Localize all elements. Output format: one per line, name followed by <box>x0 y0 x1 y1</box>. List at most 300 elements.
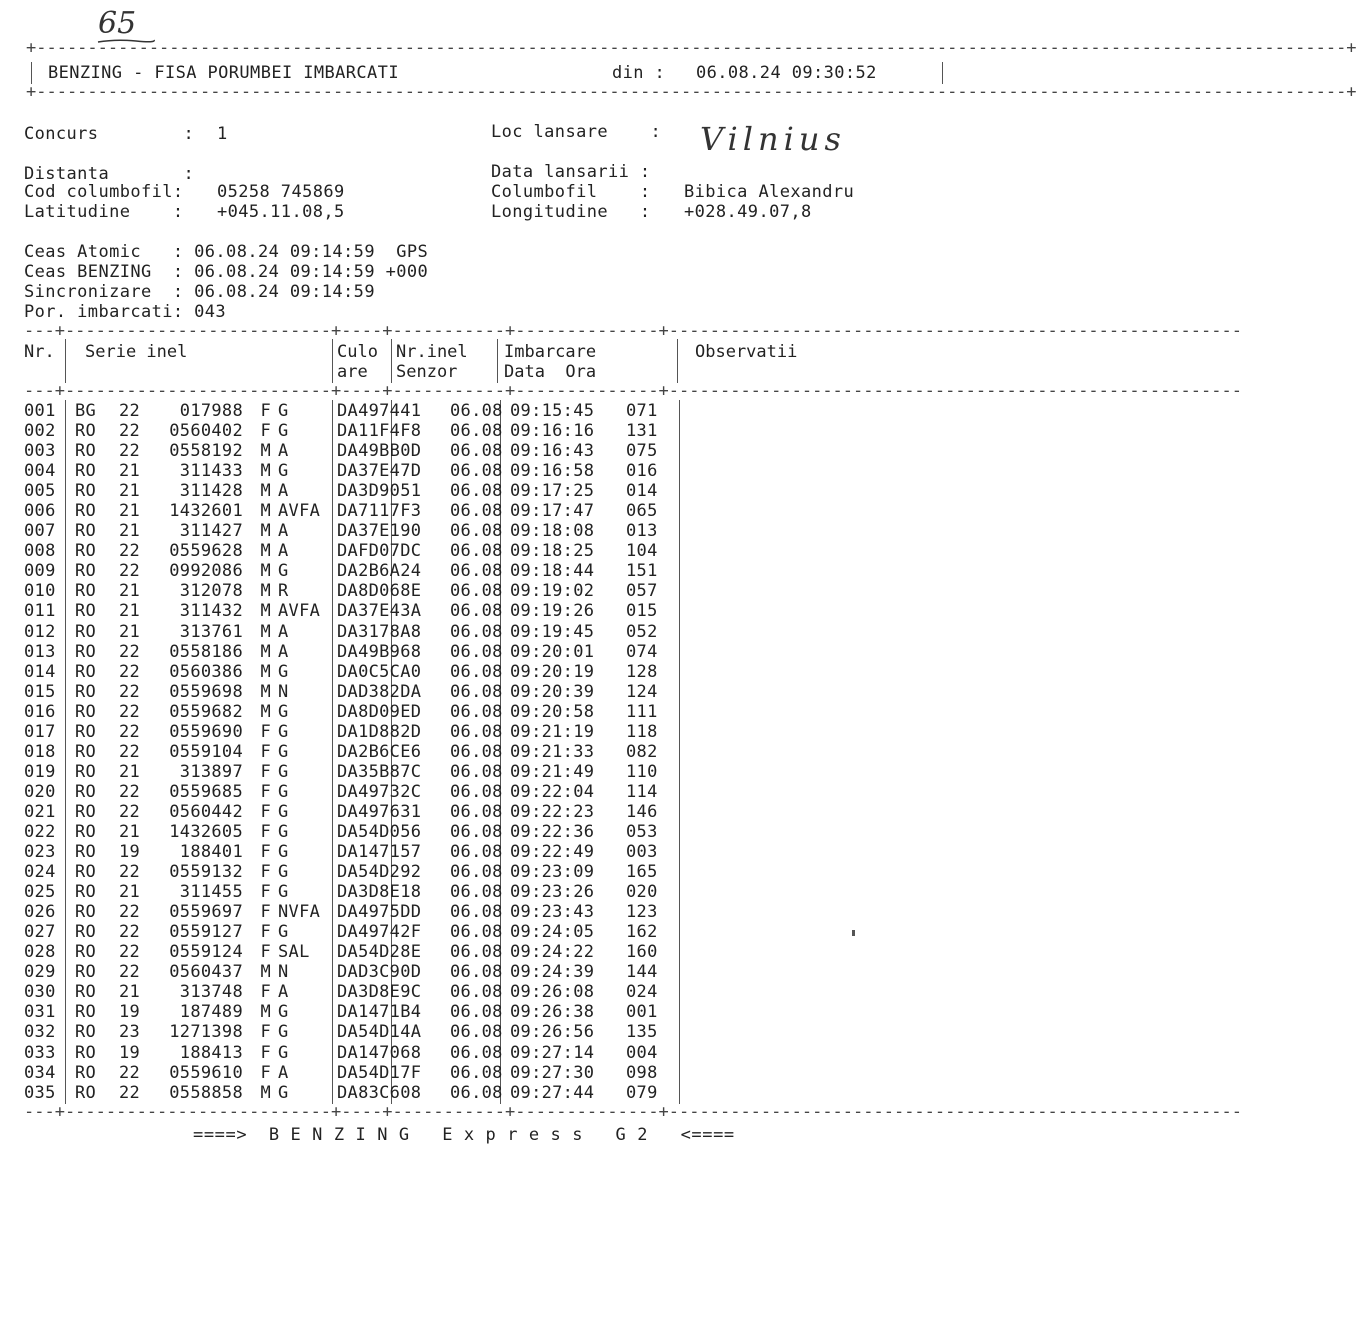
row-ora: 09:20:58 <box>510 701 595 722</box>
row-obs: 016 <box>626 461 658 482</box>
row-obs: 098 <box>626 1062 658 1083</box>
table-row <box>24 441 660 461</box>
row-nr: 004 <box>24 461 56 482</box>
row-data: 06.08 <box>450 1082 503 1103</box>
table-row <box>24 561 660 581</box>
row-nr: 016 <box>24 701 56 722</box>
col-sep-3 <box>391 339 392 383</box>
row-tara: RO <box>75 601 97 622</box>
row-sex: M <box>260 681 271 702</box>
row-nr: 021 <box>24 801 56 822</box>
row-obs: 079 <box>626 1082 658 1103</box>
row-numar: 0559697 <box>169 902 243 923</box>
row-an: 21 <box>119 501 141 522</box>
row-culoare: R <box>278 581 289 602</box>
row-data: 06.08 <box>450 822 503 842</box>
table-row <box>24 982 660 1002</box>
row-obs: 071 <box>626 401 658 422</box>
row-data: 06.08 <box>450 741 503 762</box>
row-ora: 09:24:22 <box>510 942 595 963</box>
row-obs: 131 <box>626 421 658 442</box>
row-numar: 0558186 <box>169 641 243 662</box>
row-nr: 022 <box>24 822 56 842</box>
table-top-border: ---+--------------------------+----+-----------+--------------+-------------------------------------------------------- <box>24 321 1242 341</box>
row-sex: F <box>260 882 271 903</box>
row-obs: 003 <box>626 842 658 863</box>
row-culoare: A <box>278 521 289 542</box>
row-obs: 015 <box>626 601 658 622</box>
longitudine-value: +028.49.07,8 <box>684 202 812 222</box>
row-an: 22 <box>119 1082 141 1103</box>
row-an: 21 <box>119 461 141 482</box>
row-senzor: DA1D882D <box>337 721 422 742</box>
cod-columbofil-label: Cod columbofil: <box>24 182 184 202</box>
row-numar: 0559610 <box>169 1062 243 1083</box>
row-numar: 0559124 <box>169 942 243 963</box>
row-sex: M <box>260 1082 271 1103</box>
table-row <box>24 802 660 822</box>
table-row <box>24 521 660 541</box>
row-data: 06.08 <box>450 801 503 822</box>
row-tara: RO <box>75 461 97 482</box>
row-an: 19 <box>119 1042 141 1063</box>
table-row <box>24 481 660 501</box>
row-an: 19 <box>119 1002 141 1023</box>
row-sex: M <box>260 1002 271 1023</box>
row-culoare: G <box>278 822 289 842</box>
row-sex: F <box>260 1062 271 1083</box>
row-ora: 09:16:16 <box>510 421 595 442</box>
row-culoare: A <box>278 1062 289 1083</box>
row-culoare: G <box>278 1002 289 1023</box>
row-numar: 311432 <box>179 601 243 622</box>
table-row <box>24 722 660 742</box>
row-tara: RO <box>75 521 97 542</box>
row-nr: 010 <box>24 581 56 602</box>
row-data: 06.08 <box>450 441 503 462</box>
row-sex: F <box>260 942 271 963</box>
row-sex: M <box>260 461 271 482</box>
row-an: 22 <box>119 541 141 562</box>
table-row <box>24 601 660 621</box>
row-ora: 09:21:33 <box>510 741 595 762</box>
row-senzor: DA3D9051 <box>337 481 422 502</box>
table-row <box>24 902 660 922</box>
row-nr: 009 <box>24 561 56 582</box>
row-senzor: DA3178A8 <box>337 621 422 642</box>
row-an: 21 <box>119 822 141 842</box>
row-an: 21 <box>119 481 141 502</box>
row-senzor: DA7117F3 <box>337 501 422 522</box>
row-sex: M <box>260 521 271 542</box>
row-nr: 029 <box>24 962 56 983</box>
col-sep-4 <box>497 339 498 383</box>
row-tara: RO <box>75 661 97 682</box>
table-bottom-border: ---+--------------------------+----+-----------+--------------+-------------------------------------------------------- <box>24 1102 1242 1122</box>
por-imbarcati-line: Por. imbarcati: 043 <box>24 302 227 322</box>
row-obs: 004 <box>626 1042 658 1063</box>
row-data: 06.08 <box>450 581 503 602</box>
row-sex: F <box>260 922 271 943</box>
row-obs: 020 <box>626 882 658 903</box>
row-senzor: DA2B6CE6 <box>337 741 422 762</box>
row-senzor: DA497631 <box>337 801 422 822</box>
row-data: 06.08 <box>450 1002 503 1023</box>
row-senzor: DAD382DA <box>337 681 422 702</box>
row-numar: 0559685 <box>169 781 243 802</box>
col-header-imbarcare-1: Imbarcare <box>504 342 597 362</box>
row-tara: RO <box>75 501 97 522</box>
row-an: 22 <box>119 922 141 943</box>
table-row <box>24 1043 660 1063</box>
table-row <box>24 842 660 862</box>
row-sex: M <box>260 481 271 502</box>
row-culoare: G <box>278 922 289 943</box>
row-obs: 128 <box>626 661 658 682</box>
row-an: 22 <box>119 801 141 822</box>
pigeon-table <box>24 401 660 1103</box>
row-obs: 053 <box>626 822 658 842</box>
row-numar: 0559698 <box>169 681 243 702</box>
row-nr: 025 <box>24 882 56 903</box>
row-culoare: A <box>278 641 289 662</box>
row-an: 21 <box>119 982 141 1003</box>
row-an: 19 <box>119 842 141 863</box>
row-ora: 09:27:44 <box>510 1082 595 1103</box>
row-obs: 124 <box>626 681 658 702</box>
row-culoare: A <box>278 621 289 642</box>
row-senzor: DA49732C <box>337 781 422 802</box>
row-ora: 09:27:14 <box>510 1042 595 1063</box>
row-culoare: G <box>278 882 289 903</box>
row-numar: 0559104 <box>169 741 243 762</box>
row-an: 22 <box>119 641 141 662</box>
row-an: 22 <box>119 401 141 422</box>
table-row <box>24 702 660 722</box>
col-sep-1 <box>65 339 66 383</box>
row-an: 21 <box>119 521 141 542</box>
row-tara: RO <box>75 641 97 662</box>
row-tara: RO <box>75 441 97 462</box>
row-sex: F <box>260 1022 271 1043</box>
row-numar: 0560437 <box>169 962 243 983</box>
row-data: 06.08 <box>450 621 503 642</box>
row-culoare: G <box>278 801 289 822</box>
row-an: 21 <box>119 761 141 782</box>
row-culoare: A <box>278 441 289 462</box>
row-sex: M <box>260 561 271 582</box>
row-numar: 0992086 <box>169 561 243 582</box>
col-sep-2 <box>332 339 333 383</box>
row-data: 06.08 <box>450 942 503 963</box>
scan-speck <box>852 930 855 936</box>
row-culoare: G <box>278 461 289 482</box>
table-row <box>24 1002 660 1022</box>
row-tara: RO <box>75 942 97 963</box>
row-culoare: AVFA <box>278 501 321 522</box>
row-ora: 09:24:05 <box>510 922 595 943</box>
row-ora: 09:26:56 <box>510 1022 595 1043</box>
row-tara: RO <box>75 681 97 702</box>
row-tara: RO <box>75 1042 97 1063</box>
row-tara: RO <box>75 982 97 1003</box>
row-senzor: DA3D8E18 <box>337 882 422 903</box>
table-row <box>24 822 660 842</box>
table-row <box>24 922 660 942</box>
loc-lansare-handwritten: Vilnius <box>700 120 846 158</box>
row-obs: 074 <box>626 641 658 662</box>
row-numar: 311427 <box>179 521 243 542</box>
row-nr: 019 <box>24 761 56 782</box>
row-senzor: DA147157 <box>337 842 422 863</box>
latitudine-label: Latitudine : <box>24 202 184 222</box>
row-an: 23 <box>119 1022 141 1043</box>
row-an: 22 <box>119 661 141 682</box>
row-obs: 057 <box>626 581 658 602</box>
row-culoare: A <box>278 481 289 502</box>
row-culoare: AVFA <box>278 601 321 622</box>
row-numar: 1432601 <box>169 501 243 522</box>
table-row <box>24 421 660 441</box>
row-an: 22 <box>119 862 141 883</box>
row-numar: 1271398 <box>169 1022 243 1043</box>
row-nr: 015 <box>24 681 56 702</box>
row-nr: 002 <box>24 421 56 442</box>
row-culoare: SAL <box>278 942 310 963</box>
row-data: 06.08 <box>450 721 503 742</box>
row-an: 22 <box>119 781 141 802</box>
row-sex: F <box>260 781 271 802</box>
row-nr: 013 <box>24 641 56 662</box>
row-sex: F <box>260 862 271 883</box>
row-an: 22 <box>119 902 141 923</box>
row-culoare: G <box>278 741 289 762</box>
title-text: BENZING - FISA PORUMBEI IMBARCATI <box>48 63 399 83</box>
row-tara: RO <box>75 701 97 722</box>
table-row <box>24 401 660 421</box>
row-senzor: DA49742F <box>337 922 422 943</box>
row-culoare: G <box>278 1042 289 1063</box>
row-data: 06.08 <box>450 1042 503 1063</box>
row-tara: RO <box>75 902 97 923</box>
row-nr: 030 <box>24 982 56 1003</box>
row-senzor: DA54D292 <box>337 862 422 883</box>
table-row <box>24 682 660 702</box>
row-obs: 104 <box>626 541 658 562</box>
row-sex: F <box>260 902 271 923</box>
distanta-label: Distanta : <box>24 164 195 184</box>
row-tara: RO <box>75 741 97 762</box>
row-obs: 162 <box>626 922 658 943</box>
row-nr: 023 <box>24 842 56 863</box>
row-senzor: DAD3C90D <box>337 962 422 983</box>
row-data: 06.08 <box>450 781 503 802</box>
table-row <box>24 762 660 782</box>
row-sex: F <box>260 822 271 842</box>
row-ora: 09:21:49 <box>510 761 595 782</box>
row-obs: 114 <box>626 781 658 802</box>
row-obs: 024 <box>626 982 658 1003</box>
row-data: 06.08 <box>450 862 503 883</box>
table-header-bottom-border: ---+--------------------------+----+-----------+--------------+-------------------------------------------------------- <box>24 381 1242 401</box>
row-numar: 311455 <box>179 882 243 903</box>
row-data: 06.08 <box>450 982 503 1003</box>
row-data: 06.08 <box>450 661 503 682</box>
row-an: 22 <box>119 721 141 742</box>
col-header-culoare-2: are <box>337 362 368 382</box>
concurs-label: Concurs : <box>24 124 195 144</box>
row-obs: 075 <box>626 441 658 462</box>
row-sex: F <box>260 761 271 782</box>
row-nr: 017 <box>24 721 56 742</box>
row-tara: BG <box>75 401 97 422</box>
row-tara: RO <box>75 621 97 642</box>
row-numar: 0559682 <box>169 701 243 722</box>
cod-columbofil-value: 05258 745869 <box>217 182 345 202</box>
row-sex: M <box>260 581 271 602</box>
row-tara: RO <box>75 1022 97 1043</box>
row-tara: RO <box>75 561 97 582</box>
row-data: 06.08 <box>450 922 503 943</box>
row-ora: 09:26:08 <box>510 982 595 1003</box>
row-sex: F <box>260 801 271 822</box>
row-obs: 110 <box>626 761 658 782</box>
row-ora: 09:26:38 <box>510 1002 595 1023</box>
row-culoare: G <box>278 661 289 682</box>
row-data: 06.08 <box>450 1022 503 1043</box>
row-numar: 0559127 <box>169 922 243 943</box>
row-culoare: G <box>278 421 289 442</box>
row-sex: F <box>260 842 271 863</box>
row-numar: 0558858 <box>169 1082 243 1103</box>
sincronizare-line: Sincronizare : 06.08.24 09:14:59 <box>24 282 375 302</box>
col-header-imbarcare-2: Data Ora <box>504 362 597 382</box>
row-an: 22 <box>119 681 141 702</box>
latitudine-value: +045.11.08,5 <box>217 202 345 222</box>
row-nr: 027 <box>24 922 56 943</box>
row-ora: 09:19:26 <box>510 601 595 622</box>
table-row <box>24 1063 660 1083</box>
row-tara: RO <box>75 721 97 742</box>
row-ora: 09:22:36 <box>510 822 595 842</box>
row-numar: 0559628 <box>169 541 243 562</box>
row-sex: M <box>260 541 271 562</box>
table-row <box>24 501 660 521</box>
row-an: 21 <box>119 601 141 622</box>
table-row <box>24 782 660 802</box>
row-numar: 0559690 <box>169 721 243 742</box>
row-numar: 187489 <box>179 1002 243 1023</box>
row-nr: 006 <box>24 501 56 522</box>
table-row <box>24 942 660 962</box>
row-sex: M <box>260 621 271 642</box>
row-culoare: G <box>278 1082 289 1103</box>
ceas-benzing-line: Ceas BENZING : 06.08.24 09:14:59 +000 <box>24 262 429 282</box>
row-ora: 09:20:39 <box>510 681 595 702</box>
row-nr: 034 <box>24 1062 56 1083</box>
row-culoare: N <box>278 962 289 983</box>
row-tara: RO <box>75 862 97 883</box>
row-sex: M <box>260 641 271 662</box>
row-senzor: DA1471B4 <box>337 1002 422 1023</box>
row-ora: 09:15:45 <box>510 401 595 422</box>
row-numar: 0559132 <box>169 862 243 883</box>
col-header-culoare-1: Culo <box>337 342 378 362</box>
row-an: 21 <box>119 621 141 642</box>
row-sex: M <box>260 441 271 462</box>
col-header-senzor-1: Nr.inel <box>396 342 468 362</box>
row-senzor: DA0C5CA0 <box>337 661 422 682</box>
row-culoare: G <box>278 721 289 742</box>
row-culoare: G <box>278 1022 289 1043</box>
row-tara: RO <box>75 1002 97 1023</box>
row-ora: 09:22:23 <box>510 801 595 822</box>
row-obs: 135 <box>626 1022 658 1043</box>
row-ora: 09:17:25 <box>510 481 595 502</box>
row-numar: 1432605 <box>169 822 243 842</box>
row-data: 06.08 <box>450 461 503 482</box>
row-numar: 313761 <box>179 621 243 642</box>
row-data: 06.08 <box>450 902 503 923</box>
row-culoare: A <box>278 982 289 1003</box>
row-obs: 065 <box>626 501 658 522</box>
row-data: 06.08 <box>450 701 503 722</box>
row-senzor: DA54D056 <box>337 822 422 842</box>
row-nr: 018 <box>24 741 56 762</box>
table-row <box>24 862 660 882</box>
row-senzor: DA49B968 <box>337 641 422 662</box>
row-ora: 09:24:39 <box>510 962 595 983</box>
row-nr: 028 <box>24 942 56 963</box>
row-data: 06.08 <box>450 641 503 662</box>
row-senzor: DA37E43A <box>337 601 422 622</box>
row-senzor: DA147068 <box>337 1042 422 1063</box>
title-date-label: din : <box>612 63 666 83</box>
row-culoare: G <box>278 842 289 863</box>
row-nr: 007 <box>24 521 56 542</box>
row-obs: 052 <box>626 621 658 642</box>
row-an: 22 <box>119 441 141 462</box>
table-row <box>24 1083 660 1103</box>
row-data: 06.08 <box>450 882 503 903</box>
col-sep-6-body <box>679 400 680 1104</box>
row-sex: M <box>260 661 271 682</box>
row-data: 06.08 <box>450 421 503 442</box>
row-data: 06.08 <box>450 501 503 522</box>
row-ora: 09:18:25 <box>510 541 595 562</box>
row-an: 22 <box>119 741 141 762</box>
row-numar: 188401 <box>179 842 243 863</box>
row-culoare: G <box>278 781 289 802</box>
row-data: 06.08 <box>450 1062 503 1083</box>
row-ora: 09:23:43 <box>510 902 595 923</box>
row-sex: F <box>260 721 271 742</box>
row-senzor: DA35B87C <box>337 761 422 782</box>
row-culoare: G <box>278 761 289 782</box>
table-row <box>24 742 660 762</box>
page-number-handwritten: 65 <box>98 6 137 41</box>
row-numar: 311433 <box>179 461 243 482</box>
longitudine-label: Longitudine : <box>491 202 651 222</box>
title-box-left-border <box>31 62 32 84</box>
table-row <box>24 461 660 481</box>
table-row <box>24 962 660 982</box>
row-sex: M <box>260 701 271 722</box>
row-nr: 008 <box>24 541 56 562</box>
row-tara: RO <box>75 1062 97 1083</box>
row-culoare: A <box>278 541 289 562</box>
concurs-value: 1 <box>217 124 228 144</box>
